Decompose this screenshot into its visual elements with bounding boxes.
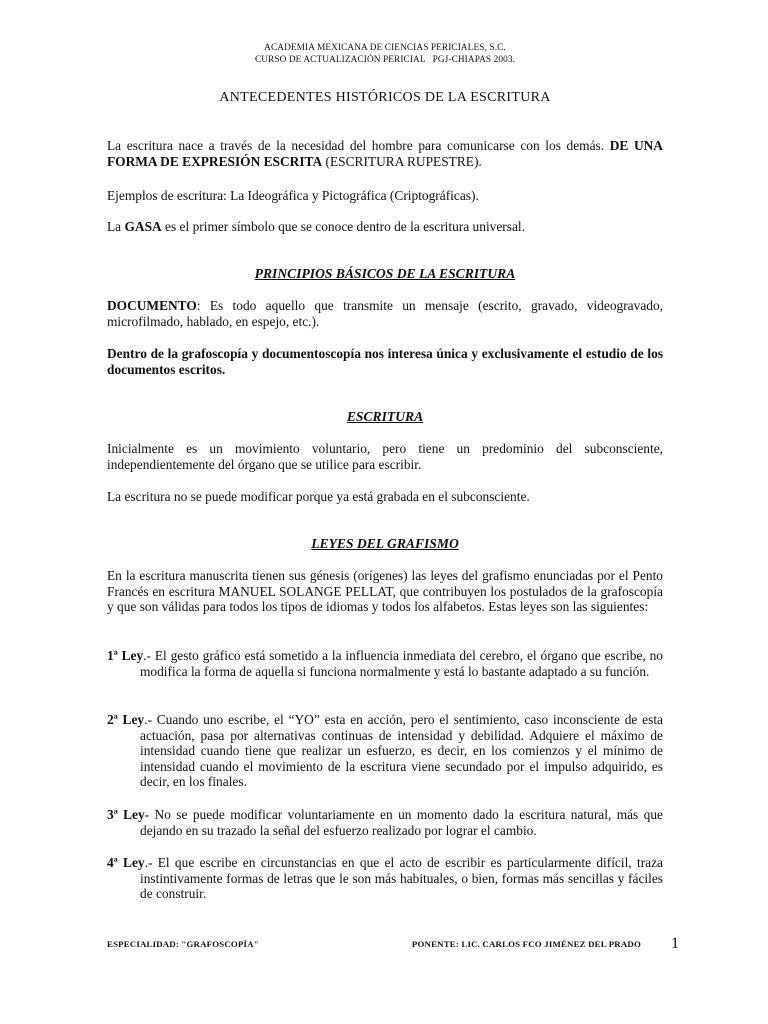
footer-speaker: PONENTE: LIC. CARLOS FCO JIMÉNEZ DEL PRADO: [411, 939, 641, 949]
ley-separator: .-: [143, 648, 155, 663]
ley-text: El gesto gráfico está sometido a la influencia inmediata del cerebro, el órgano que escribe, no modifica la forma de aquella si funciona normalmente y está lo bastante adaptado a su función.: [140, 648, 664, 679]
ley-label: 1ª Ley: [107, 648, 144, 663]
gasa-bold: GASA: [124, 219, 162, 234]
intro-paragraph-2: Ejemplos de escritura: La Ideográfica y Pictográfica (Criptográficas).: [107, 188, 479, 203]
ley-4: [107, 855, 663, 902]
section-heading-leyes: LEYES DEL GRAFISMO: [311, 536, 459, 551]
grafoscopia-statement: Dentro de la grafoscopía y documentoscopía nos interesa única y exclusivamente el estudio de los documentos escritos.: [107, 346, 663, 377]
ley-text: El que escribe en circunstancias en que el acto de escribir es particularmente difícil, traza instintivamente formas de letras que le son más habituales, o bien, formas más sencillas y fáciles de construir.: [140, 855, 663, 902]
intro-tail-text: (ESCRITURA RUPESTRE).: [322, 153, 482, 169]
page-number: 1: [671, 935, 679, 952]
ley-label: 4ª Ley: [107, 855, 145, 870]
ley-separator: .-: [144, 855, 158, 870]
ley-text: No se puede modificar voluntariamente en un momento dado la escritura natural, más que dejando en su trazado la señal del esfuerzo realizado por lograr el cambio.: [140, 807, 663, 838]
header-institution: ACADEMIA MEXICANA DE CIENCIAS PERICIALES, S.C.: [264, 43, 506, 53]
document-title: ANTECEDENTES HISTÓRICOS DE LA ESCRITURA: [219, 90, 551, 105]
ley-label: 3ª Ley: [107, 807, 145, 822]
ley-label: 2ª Ley: [107, 712, 145, 727]
intro-paragraph-1: [107, 138, 663, 169]
escritura-paragraph-1: Inicialmente es un movimiento voluntario, pero tiene un predominio del subconsciente, independientemente del órgano que se utilice para escribir.: [107, 441, 663, 472]
documento-term: DOCUMENTO: [107, 298, 197, 313]
ley-text: Cuando uno escribe, el “YO” esta en acción, pero el sentimiento, caso inconsciente de esta actuación, pasa por alternativas continuas de intensidad y debilidad. Adquiere el máximo de intensidad cuando tiene que realizar un esfuerzo, es decir, en los comienzos y el mínimo de intensidad cuando el movimiento de la escritura viene secundado por el impulso adquirido, es decir, en los finales.: [140, 712, 663, 790]
intro-bold-text: DE UNA FORMA DE EXPRESIÓN ESCRITA: [107, 138, 663, 169]
gasa-post: es el primer símbolo que se conoce dentro de la escritura universal.: [161, 219, 525, 234]
ley-separator: .-: [144, 712, 157, 727]
gasa-pre: La: [107, 219, 125, 234]
documento-text: : Es todo aquello que transmite un mensaje (escrito, gravado, videogravado, microfilmado, hablado, en espejo, etc.).: [107, 298, 663, 329]
ley-2: [107, 712, 663, 790]
ley-1: [107, 648, 663, 679]
header-course: CURSO DE ACTUALIZACIÓN PERICIAL PGJ-CHIAPAS 2003.: [254, 55, 516, 65]
intro-text: La escritura nace a través de la necesidad del hombre para comunicarse con los demás.: [107, 138, 610, 153]
leyes-intro: En la escritura manuscrita tienen sus génesis (orígenes) las leyes del grafismo enunciadas por el Pento Francés en escritura MANUEL SOLANGE PELLAT, que contribuyen los postulados de la grafoscopía y que son válidas para todos los tipos de idiomas y todos los alfabetos. Estas leyes son las siguientes:: [107, 568, 663, 615]
footer-specialty: ESPECIALIDAD: "GRAFOSCOPÍA": [107, 939, 259, 949]
section-heading-principios: PRINCIPIOS BÁSICOS DE LA ESCRITURA: [254, 266, 516, 281]
section-heading-escritura: ESCRITURA: [346, 409, 424, 424]
page-header: [107, 42, 663, 66]
ley-separator: -: [144, 807, 155, 822]
escritura-paragraph-2: La escritura no se puede modificar porque ya está grabada en el subconsciente.: [107, 489, 530, 504]
intro-paragraph-3: [107, 219, 663, 235]
ley-3: [107, 807, 663, 838]
documento-definition: [107, 298, 663, 329]
